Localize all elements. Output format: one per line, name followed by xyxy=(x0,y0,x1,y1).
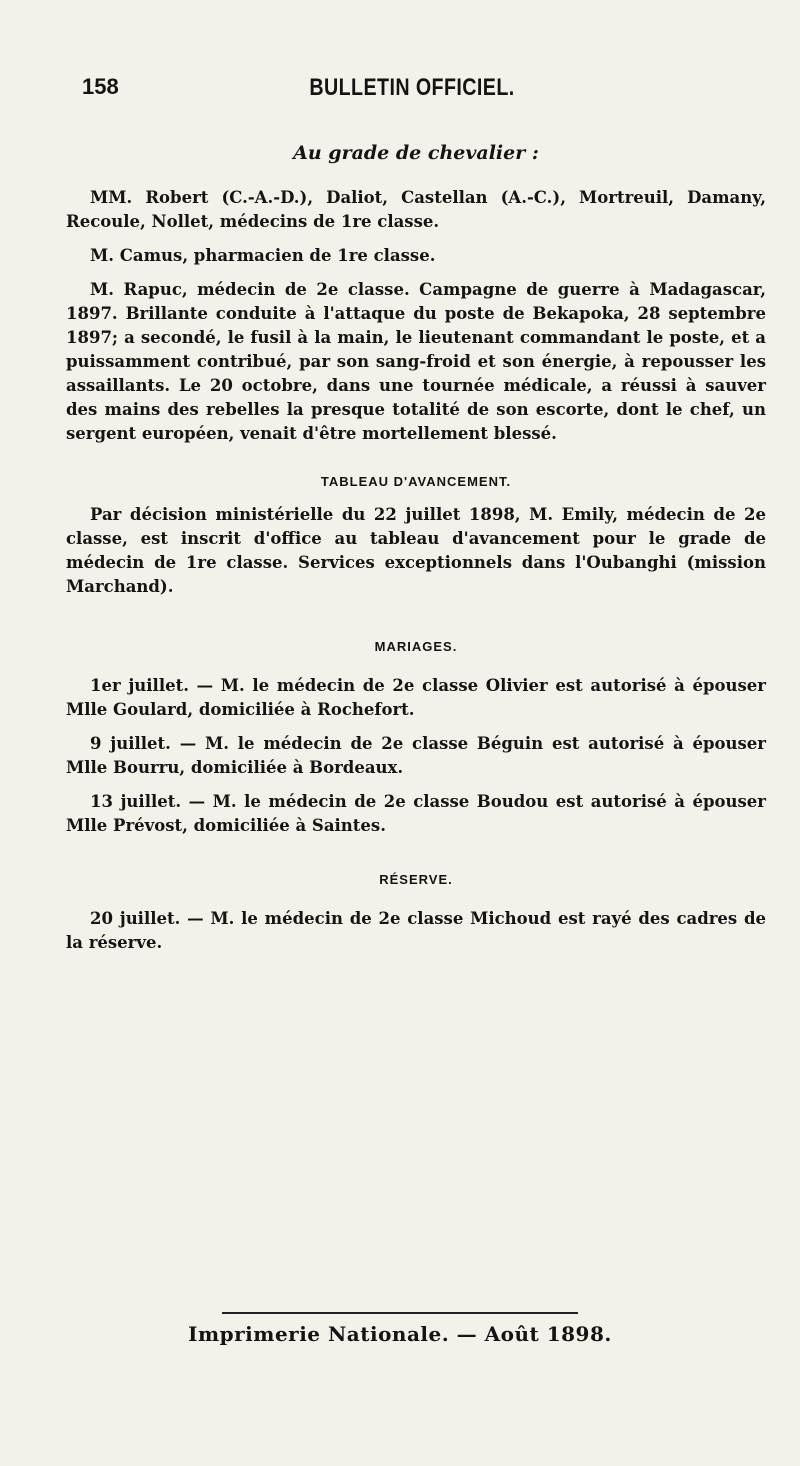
running-title: BULLETIN OFFICIEL. xyxy=(309,74,515,101)
heading-reserve: RÉSERVE. xyxy=(379,872,453,887)
reserve-entry: 20 juillet. — M. le médecin de 2e classe Michoud est rayé des cadres de la réserve. xyxy=(66,909,766,952)
section-title-chevalier: Au grade de chevalier : xyxy=(293,142,539,164)
heading-tableau-avancement: TABLEAU D'AVANCEMENT. xyxy=(320,474,512,489)
mariage-entry: 13 juillet. — M. le médecin de 2e classe Boudou est autorisé à épouser Mlle Prévost, domiciliée à Saintes. xyxy=(66,792,766,835)
paragraph-chevalier-list: MM. Robert (C.-A.-D.), Daliot, Castellan (A.-C.), Mortreuil, Damany, Recoule, Nollet, médecins de 1re classe. xyxy=(66,188,766,231)
page-number: 158 xyxy=(82,74,119,99)
mariage-entry: 1er juillet. — M. le médecin de 2e classe Olivier est autorisé à épouser Mlle Goulard, domiciliée à Rochefort. xyxy=(66,676,766,719)
page-header xyxy=(82,74,742,110)
paragraph-avancement: Par décision ministérielle du 22 juillet 1898, M. Emily, médecin de 2e classe, est inscrit d'office au tableau d'avancement pour le grade de médecin de 1re classe. Services exceptionnels dans l'Oubanghi (mission Marchand). xyxy=(66,505,766,596)
footer-divider xyxy=(222,1312,578,1314)
mariage-entry: 9 juillet. — M. le médecin de 2e classe Béguin est autorisé à épouser Mlle Bourru, domiciliée à Bordeaux. xyxy=(66,734,766,777)
page-body xyxy=(66,142,766,965)
paragraph-pharmacien: M. Camus, pharmacien de 1re classe. xyxy=(90,246,436,265)
paragraph-citation: M. Rapuc, médecin de 2e classe. Campagne de guerre à Madagascar, 1897. Brillante conduite à l'attaque du poste de Bekapoka, 28 septembre 1897; a secondé, le fusil à la main, le lieutenant commandant le poste, et a puissamment contribué, par son sang-froid et son énergie, à repousser les assaillants. Le 20 octobre, dans une tournée médicale, a réussi à sauver des mains des rebelles la presque totalité de son escorte, dont le chef, un sergent européen, venait d'être mortellement blessé. xyxy=(66,280,766,443)
heading-mariages: MARIAGES. xyxy=(374,639,458,654)
footer-imprint: Imprimerie Nationale. — Août 1898. xyxy=(188,1322,612,1346)
